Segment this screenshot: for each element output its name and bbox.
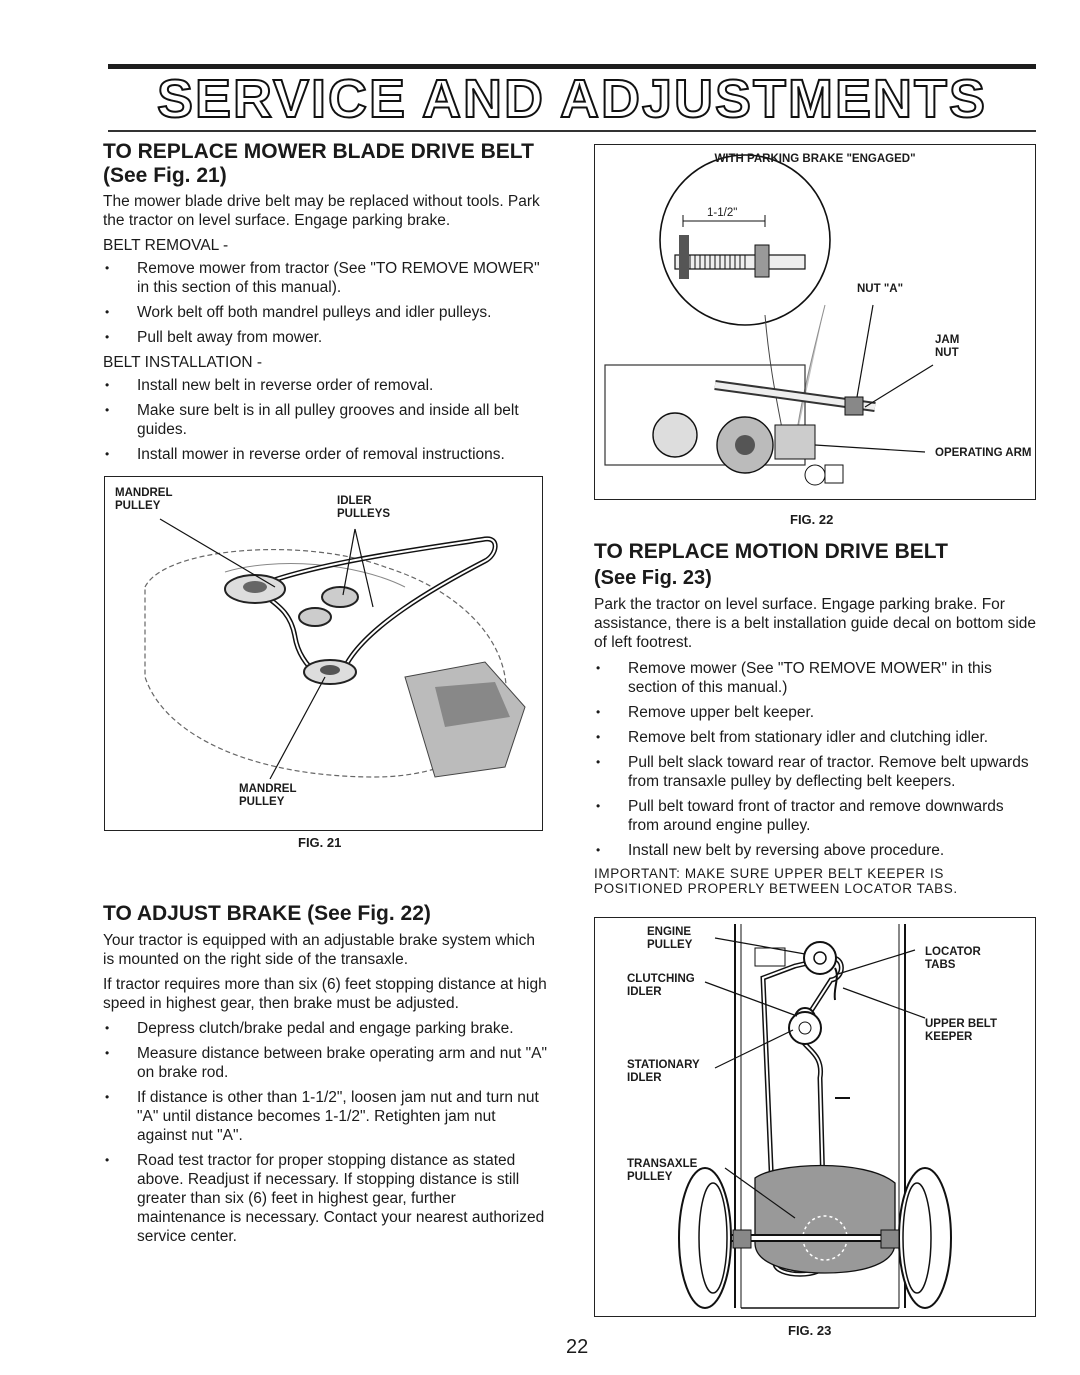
label-nut-a: NUT "A" <box>857 283 904 295</box>
section-intro: The mower blade drive belt may be replaced without tools. Park the tractor on level surface. Engage parking brake. <box>103 193 540 229</box>
label-jam-nut: JAM NUT <box>935 334 960 359</box>
list-item: • Make sure belt is in all pulley grooves and inside all belt guides. <box>103 401 548 439</box>
figure-23-caption: FIG. 23 <box>788 1323 832 1338</box>
figure-23 <box>594 917 1036 1317</box>
paragraph: Your tractor is equipped with an adjustable brake system which is mounted on the right side of the transaxle. <box>103 932 535 968</box>
list-item: • Pull belt toward front of tractor and remove downwards from around engine pulley. <box>594 797 1036 835</box>
list-item: • Road test tractor for proper stopping distance as stated above. Readjust if necessary. If stopping distance is still greater than six (6) feet in highest gear, further maintenance is necessary. Contact your nearest authorized service center. <box>103 1151 548 1246</box>
list-item: • Remove belt from stationary idler and clutching idler. <box>594 728 1036 747</box>
banner-bottom-rule <box>108 130 1036 132</box>
label-operating-arm: OPERATING ARM <box>935 447 1032 459</box>
list-item: • Remove mower from tractor (See "TO REMOVE MOWER" in this section of this manual). <box>103 259 548 297</box>
list-item: • Depress clutch/brake pedal and engage parking brake. <box>103 1019 548 1038</box>
important-note: IMPORTANT: MAKE SURE UPPER BELT KEEPER IS POSITIONED PROPERLY BETWEEN LOCATOR TABS. <box>594 866 958 896</box>
list-item: • If distance is other than 1-1/2", loosen jam nut and turn nut "A" until distance becomes 1-1/2". Retighten jam nut against nut "A". <box>103 1088 548 1145</box>
label-stationary-idler: STATIONARY IDLER <box>627 1059 700 1084</box>
list-item: • Install new belt by reversing above procedure. <box>594 841 1036 860</box>
section-motion-belt <box>594 540 1036 896</box>
list-item: • Remove upper belt keeper. <box>594 703 1036 722</box>
section-heading: TO REPLACE MOWER BLADE DRIVE BELT <box>103 140 534 163</box>
page-number: 22 <box>566 1336 589 1358</box>
list-item: • Remove mower (See "TO REMOVE MOWER" in this section of this manual.) <box>594 659 1036 697</box>
label-engine-pulley: ENGINE PULLEY <box>647 926 693 951</box>
label-locator-tabs: LOCATOR TABS <box>925 946 981 971</box>
brake-steps-list <box>103 1019 548 1246</box>
list-item: • Pull belt slack toward rear of tractor. Remove belt upwards from transaxle pulley by deflecting belt keepers. <box>594 753 1036 791</box>
section-mower-belt <box>103 140 548 470</box>
belt-removal-label: BELT REMOVAL - <box>103 237 229 254</box>
dimension-label: 1-1/2" <box>707 207 738 219</box>
list-item: • Install new belt in reverse order of removal. <box>103 376 548 395</box>
section-intro: Park the tractor on level surface. Engage parking brake. For assistance, there is a belt installation guide decal on bottom side of left footrest. <box>594 596 1037 651</box>
figure-22 <box>594 144 1036 500</box>
belt-installation-label: BELT INSTALLATION - <box>103 354 263 371</box>
section-heading: TO REPLACE MOTION DRIVE BELT <box>594 540 948 563</box>
belt-installation-list <box>103 376 548 464</box>
figure-22-caption: FIG. 22 <box>790 512 834 527</box>
list-item: • Pull belt away from mower. <box>103 328 548 347</box>
label-upper-belt-keeper: UPPER BELT KEEPER <box>925 1018 997 1043</box>
page-banner-title: SERVICE AND ADJUSTMENTS <box>156 69 988 129</box>
figure-21-caption: FIG. 21 <box>298 835 342 850</box>
section-heading-ref: (See Fig. 23) <box>594 567 712 589</box>
label-idler-pulleys: IDLER PULLEYS <box>337 495 391 520</box>
mower-deck-illustration <box>105 477 542 830</box>
section-adjust-brake <box>103 902 548 1252</box>
figure-22-header: WITH PARKING BRAKE "ENGAGED" <box>714 153 916 165</box>
list-item: • Install mower in reverse order of removal instructions. <box>103 445 548 464</box>
belt-removal-list <box>103 259 548 347</box>
paragraph: If tractor requires more than six (6) feet stopping distance at high speed in highest gear, then brake must be adjusted. <box>103 976 547 1012</box>
label-transaxle-pulley: TRANSAXLE PULLEY <box>627 1158 698 1183</box>
section-heading: TO ADJUST BRAKE (See Fig. 22) <box>103 902 431 925</box>
list-item: • Measure distance between brake operating arm and nut "A" on brake rod. <box>103 1044 548 1082</box>
label-mandrel-pulley-top: MANDREL PULLEY <box>115 487 173 512</box>
figure-21 <box>104 476 543 831</box>
label-mandrel-pulley-bottom: MANDREL PULLEY <box>239 783 297 808</box>
list-item: • Work belt off both mandrel pulleys and idler pulleys. <box>103 303 548 322</box>
label-clutching-idler: CLUTCHING IDLER <box>627 973 695 998</box>
section-heading-ref: (See Fig. 21) <box>103 164 227 187</box>
motion-steps-list <box>594 659 1036 860</box>
brake-rod-illustration <box>595 145 1035 499</box>
